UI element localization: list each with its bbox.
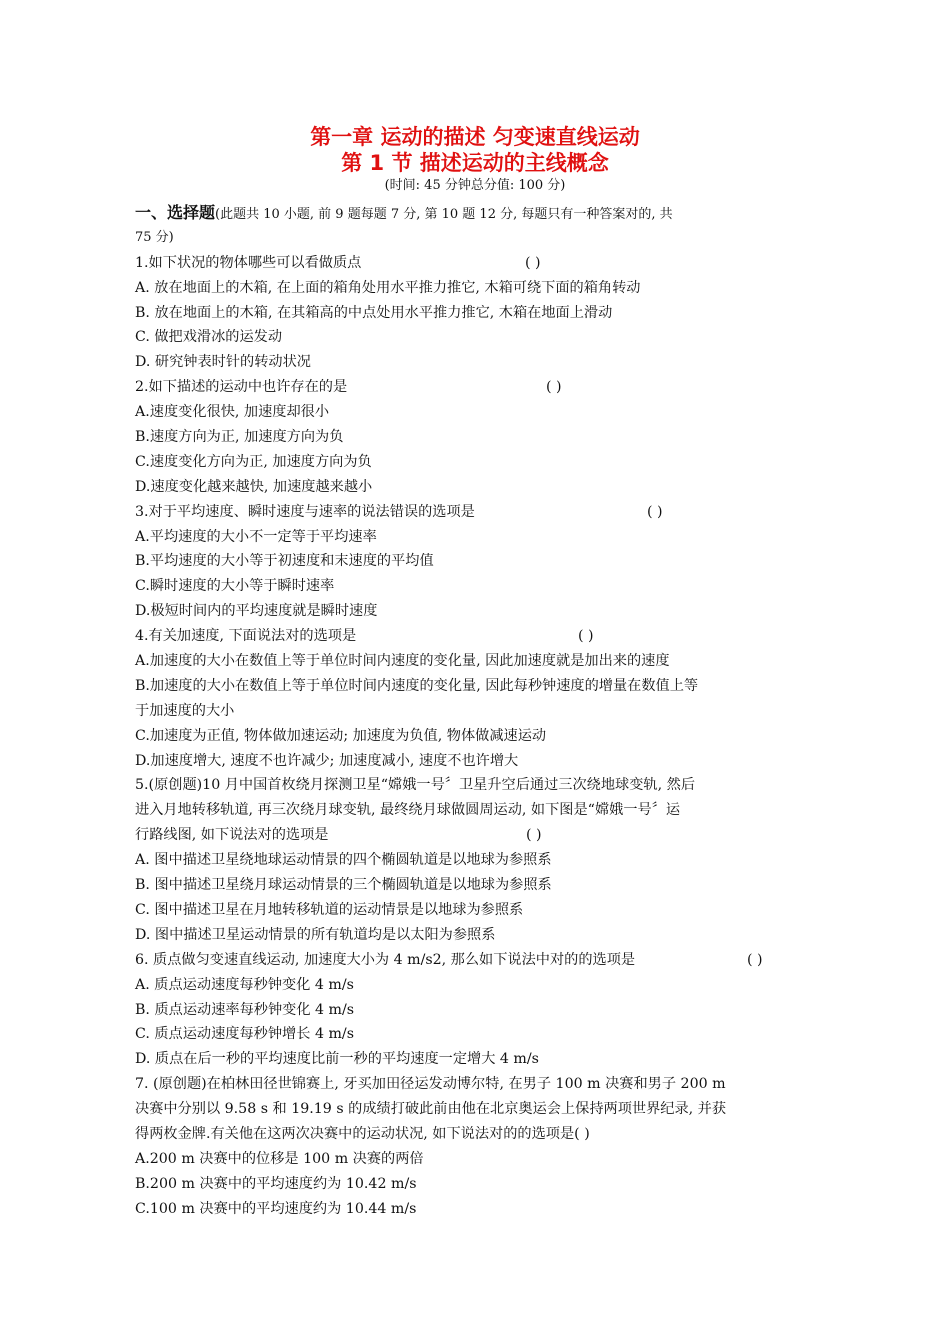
question-4-option-b: B.加速度的大小在数值上等于单位时间内速度的变化量, 因此每秒钟速度的增量在数值上等 (135, 677, 699, 694)
question-1-option-d: D. 研究钟表时针的转动状况 (135, 354, 311, 371)
section-heading-line (135, 201, 815, 226)
question-1-option-c: C. 做把戏滑冰的运发动 (135, 329, 283, 346)
question-2-option-b: B.速度方向为正, 加速度方向为负 (135, 429, 344, 446)
question-5-stem: 5.(原创题)10 月中国首枚绕月探测卫星“嫦娥一号〞卫星升空后通过三次绕地球变轨, 然后 (135, 777, 696, 794)
question-3-option-a: A.平均速度的大小不一定等于平均速率 (135, 528, 377, 545)
question-stem (135, 251, 815, 276)
question-6-stem: 6. 质点做匀变速直线运动, 加速度大小为 4 m/s2, 那么如下说法中对的的选项是 (135, 951, 636, 968)
section-title: 第 1 节 描述运动的主线概念 (341, 151, 609, 175)
question-6-option-d: D. 质点在后一秒的平均速度比前一秒的平均速度一定增大 4 m/s (135, 1051, 539, 1068)
question-3-option-b: B.平均速度的大小等于初速度和末速度的平均值 (135, 553, 434, 570)
question-body (135, 201, 815, 1222)
question-4-option-a: A.加速度的大小在数值上等于单位时间内速度的变化量, 因此加速度就是加出来的速度 (135, 653, 670, 670)
question-6-option-c: C. 质点运动速度每秒钟增长 4 m/s (135, 1026, 354, 1043)
question-7-option-c: C.100 m 决赛中的平均速度约为 10.44 m/s (135, 1200, 417, 1217)
answer-blank: ( ) (578, 628, 594, 645)
answer-blank: ( ) (647, 503, 663, 520)
question-6-option-a: A. 质点运动速度每秒钟变化 4 m/s (135, 976, 354, 993)
question-7-stem-cont: 决赛中分别以 9.58 s 和 19.19 s 的成绩打破此前由他在北京奥运会上保持两项世界纪录, 并获 (135, 1101, 727, 1118)
question-4-stem: 4.有关加速度, 下面说法对的选项是 (135, 628, 357, 645)
question-5-option-d: D. 图中描述卫星运动情景的所有轨道均是以太阳为参照系 (135, 926, 496, 943)
question-5-option-a: A. 图中描述卫星绕地球运动情景的四个椭圆轨道是以地球为参照系 (135, 852, 552, 869)
question-7-option-a: A.200 m 决赛中的位移是 100 m 决赛的两倍 (135, 1150, 424, 1167)
question-2-option-a: A.速度变化很快, 加速度却很小 (135, 404, 330, 421)
question-stem (135, 375, 815, 400)
question-4-option-d: D.加速度增大, 速度不也许减少; 加速度减小, 速度不也许增大 (135, 752, 519, 769)
question-stem (135, 948, 815, 973)
question-2-option-d: D.速度变化越来越快, 加速度越来越小 (135, 478, 373, 495)
section-note-cont: 75 分) (135, 229, 174, 245)
question-1-option-b: B. 放在地面上的木箱, 在其箱高的中点处用水平推力推它, 木箱在地面上滑动 (135, 304, 613, 321)
question-stem (135, 500, 815, 525)
question-2-stem: 2.如下描述的运动中也许存在的是 (135, 379, 348, 396)
question-stem (135, 1122, 815, 1147)
answer-blank: ( ) (526, 827, 542, 844)
section-note: (此题共 10 小题, 前 9 题每题 7 分, 第 10 题 12 分, 每题只有一种答案对的, 共 (215, 207, 673, 222)
question-5-option-b: B. 图中描述卫星绕月球运动情景的三个椭圆轨道是以地球为参照系 (135, 877, 552, 894)
question-5-stem-end: 行路线图, 如下说法对的选项是 (135, 827, 329, 844)
question-5-option-c: C. 图中描述卫星在月地转移轨道的运动情景是以地球为参照系 (135, 901, 524, 918)
question-4-option-c: C.加速度为正值, 物体做加速运动; 加速度为负值, 物体做减速运动 (135, 727, 547, 744)
question-6-option-b: B. 质点运动速率每秒钟变化 4 m/s (135, 1001, 355, 1018)
question-7-stem-end: 得两枚金牌.有关他在这两次决赛中的运动状况, 如下说法对的的选项是 (135, 1125, 575, 1142)
section-heading: 一、选择题 (135, 203, 216, 222)
question-stem (135, 823, 815, 848)
chapter-title: 第一章 运动的描述 匀变速直线运动 (310, 125, 640, 149)
question-stem (135, 624, 815, 649)
answer-blank: ( ) (747, 951, 763, 968)
question-5-stem-cont: 进入月地转移轨道, 再三次绕月球变轨, 最终绕月球做圆周运动, 如下图是“嫦娥一号〞运 (135, 802, 681, 819)
exam-meta: (时间: 45 分钟总分值: 100 分) (384, 178, 566, 193)
answer-blank: ( ) (525, 254, 541, 271)
question-7-stem: 7. (原创题)在柏林田径世锦赛上, 牙买加田径运发动博尔特, 在男子 100 m 决赛和男子 200 m (135, 1076, 726, 1093)
answer-blank: ( ) (546, 379, 562, 396)
answer-blank: ( ) (574, 1125, 590, 1142)
question-3-stem: 3.对于平均速度、瞬时速度与速率的说法错误的选项是 (135, 503, 475, 520)
question-7-option-b: B.200 m 决赛中的平均速度约为 10.42 m/s (135, 1175, 417, 1192)
question-2-option-c: C.速度变化方向为正, 加速度方向为负 (135, 453, 372, 470)
question-1-option-a: A. 放在地面上的木箱, 在上面的箱角处用水平推力推它, 木箱可绕下面的箱角转动 (135, 279, 641, 296)
question-4-option-b-cont: 于加速度的大小 (135, 702, 235, 719)
question-3-option-d: D.极短时间内的平均速度就是瞬时速度 (135, 603, 378, 620)
question-1-stem: 1.如下状况的物体哪些可以看做质点 (135, 254, 362, 271)
question-3-option-c: C.瞬时速度的大小等于瞬时速率 (135, 578, 335, 595)
